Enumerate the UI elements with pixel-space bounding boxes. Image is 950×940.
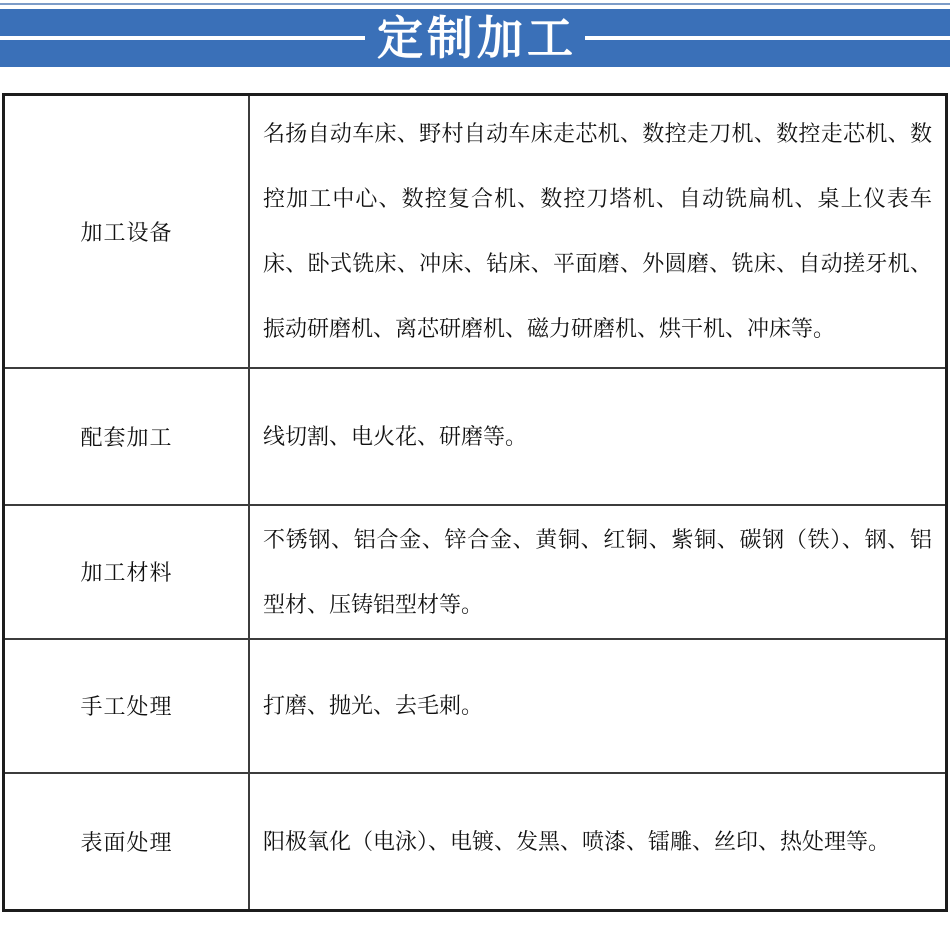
row-label-cell: 手工处理 xyxy=(4,639,250,773)
row-label-cell: 表面处理 xyxy=(4,773,250,911)
title-banner xyxy=(0,9,950,67)
top-accent-line xyxy=(0,3,950,5)
banner-right-line xyxy=(585,36,950,40)
row-content-cell: 不锈钢、铝合金、锌合金、黄铜、红铜、紫铜、碳钢（铁）、钢、铝型材、压铸铝型材等。 xyxy=(249,505,947,639)
table-row xyxy=(4,639,947,773)
row-label-cell: 配套加工 xyxy=(4,368,250,505)
spec-table-wrap xyxy=(2,93,948,912)
row-content-cell: 名扬自动车床、野村自动车床走芯机、数控走刀机、数控走芯机、数控加工中心、数控复合机、数控刀塔机、自动铣扁机、桌上仪表车床、卧式铣床、冲床、钻床、平面磨、外圆磨、铣床、自动搓牙机、振动研磨机、离芯研磨机、磁力研磨机、烘干机、冲床等。 xyxy=(249,95,947,368)
spec-table xyxy=(2,93,948,912)
table-row xyxy=(4,95,947,368)
row-label-cell: 加工设备 xyxy=(4,95,250,368)
row-label-cell: 加工材料 xyxy=(4,505,250,639)
row-content-cell: 线切割、电火花、研磨等。 xyxy=(249,368,947,505)
row-content-cell: 阳极氧化（电泳）、电镀、发黑、喷漆、镭雕、丝印、热处理等。 xyxy=(249,773,947,911)
table-row xyxy=(4,368,947,505)
row-content-cell: 打磨、抛光、去毛刺。 xyxy=(249,639,947,773)
table-row xyxy=(4,505,947,639)
banner-left-line xyxy=(0,36,365,40)
page-title: 定制加工 xyxy=(377,12,577,64)
table-row xyxy=(4,773,947,911)
